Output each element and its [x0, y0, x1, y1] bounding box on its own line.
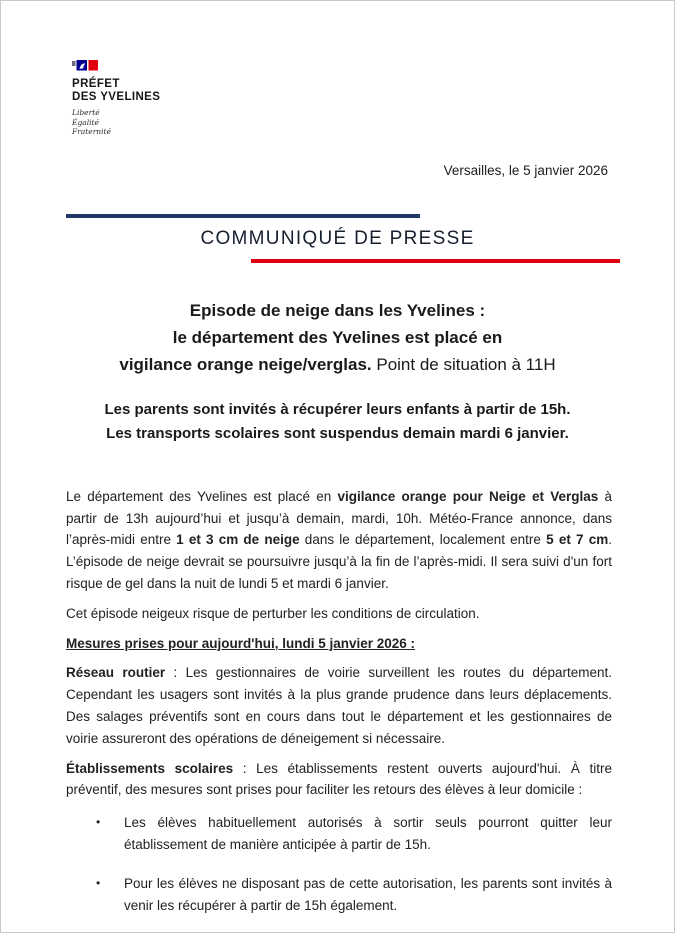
- list-item: [96, 873, 612, 917]
- subtitle-line2: Les transports scolaires sont suspendus demain mardi 6 janvier.: [106, 424, 569, 442]
- republic-motto: [72, 108, 674, 137]
- motto-line1: Liberté: [72, 108, 100, 117]
- motto-line2: Égalité: [72, 117, 99, 127]
- paragraph-weather-alert: Le département des Yvelines est placé en vigilance orange pour Neige et Verglas à partir de 13h aujourd’hui et jusqu’à demain, mardi, 10h. Météo-France annonce, dans l’après-midi entre 1 et 3 cm de neige dans le département, localement entre 5 et 7 cm. L’épisode de neige devrait se poursuivre jusqu’à la fin de l’après-midi. Il sera suivi d'un fort risque de gel dans la nuit de lundi 5 et mardi 6 janvier.: [66, 488, 612, 591]
- list-item: [96, 812, 612, 856]
- org-name-line2: DES YVELINES: [72, 90, 161, 103]
- dateline: Versailles, le 5 janvier 2026: [443, 162, 608, 178]
- title-line3: vigilance orange neige/verglas. Point de situation à 11H: [119, 354, 556, 374]
- list-item-text: Pour les élèves ne disposant pas de cette autorisation, les parents sont invités à venir les récupérer à partir de 15h également.: [124, 875, 612, 913]
- document-subtitle: [1, 398, 674, 446]
- title-line1: Episode de neige dans les Yvelines :: [189, 300, 486, 320]
- banner-title: COMMUNIQUÉ DE PRESSE: [200, 227, 475, 249]
- title-line2: le département des Yvelines est placé en: [172, 327, 503, 347]
- paragraph-circulation: Cet épisode neigeux risque de perturber les conditions de circulation.: [66, 605, 480, 621]
- bullet-icon: •: [96, 875, 101, 890]
- bullet-icon: •: [96, 815, 101, 830]
- prefecture-logo: [72, 59, 674, 137]
- banner-blue-rule: [66, 214, 420, 218]
- section-heading-measures: Mesures prises pour aujourd'hui, lundi 5 janvier 2026 :: [66, 635, 416, 651]
- french-flag-icon: [72, 59, 100, 72]
- subtitle-line1: Les parents sont invités à récupérer leurs enfants à partir de 15h.: [104, 400, 571, 418]
- paragraph-road-network: Réseau routier : Les gestionnaires de voirie surveillent les routes du département. Cependant les usagers sont invités à la plus grande prudence dans leurs déplacements. Des salages préventifs sont en cours dans tout le département et les gestionnaires de voirie assureront des opérations de déneigement si nécessaire.: [66, 665, 612, 746]
- org-name-line1: PRÉFET: [72, 78, 120, 90]
- document-title: [1, 297, 674, 378]
- list-item-text: Les élèves habituellement autorisés à sortir seuls pourront quitter leur établissement de manière anticipée à partir de 15h.: [124, 815, 612, 852]
- paragraph-schools: Établissements scolaires : Les établissements restent ouverts aujourd'hui. À titre préventif, des mesures sont prises pour faciliter les retours des élèves à leur domicile :: [66, 760, 612, 798]
- banner-red-rule: [251, 259, 620, 263]
- document-body: [66, 486, 612, 917]
- school-measures-list: [66, 812, 612, 916]
- motto-line3: Fraternité: [72, 127, 111, 137]
